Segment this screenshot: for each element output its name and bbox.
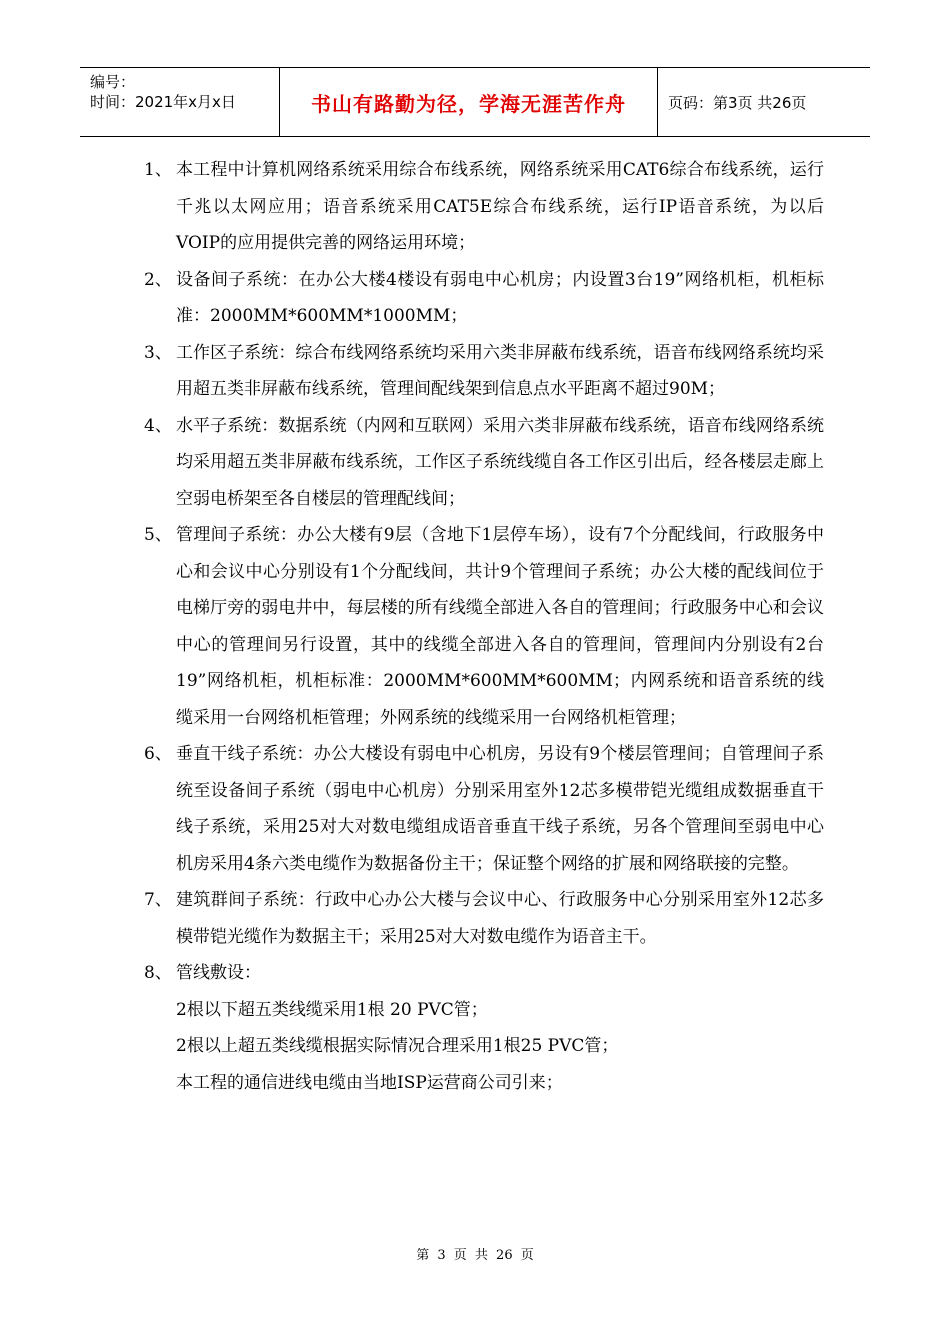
sub-line: 2根以下超五类线缆采用1根 20 PVC管； [176,999,488,1020]
date-line: 时间：2021年x月x日 [90,93,236,111]
document-body [144,152,824,1101]
list-item [144,882,824,955]
list-item [144,517,824,736]
item-number: 2、 [144,269,172,290]
item-text: 工作区子系统：综合布线网络系统均采用六类非屏蔽布线系统，语音布线网络系统均采用超五类非屏蔽布线系统，管理间配线架到信息点水平距离不超过90M； [176,342,824,399]
list-item [144,408,824,518]
item-number: 6、 [144,744,172,764]
code-label: 编号： [90,73,136,91]
list-item [144,335,824,408]
list-item [144,262,824,335]
item-number: 7、 [144,890,172,910]
item-text: 本工程中计算机网络系统采用综合布线系统，网络系统采用CAT6综合布线系统，运行千兆以太网应用；语音系统采用CAT5E综合布线系统，运行IP语音系统，为以后VOIP的应用提供完善的网络运用环境； [176,160,824,253]
header-page-info: 页码：第3页 共26页 [668,93,807,112]
item-text: 垂直干线子系统：办公大楼设有弱电中心机房，另设有9个楼层管理间；自管理间子系统至设备间子系统（弱电中心机房）分别采用室外12芯多模带铠光缆组成数据垂直干线子系统，采用25对大对数电缆组成语音垂直干线子系统，另各个管理间至弱电中心机房采用4条六类电缆作为数据备份主干；保证整个网络的扩展和网络联接的完整。 [176,744,824,874]
page-header [80,67,870,137]
item-number: 1、 [144,160,172,180]
item-text: 管线敷设： [176,963,261,983]
item-number: 8、 [144,963,172,983]
list-item [144,955,824,992]
list-item [144,152,824,262]
item-text: 管理间子系统：办公大楼有9层（含地下1层停车场），设有7个分配线间，行政服务中心和会议中心分别设有1个分配线间，共计9个管理间子系统；办公大楼的配线间位于电梯厅旁的弱电井中，每层楼的所有线缆全部进入各自的管理间；行政服务中心和会议中心的管理间另行设置，其中的线缆全部进入各自的管理间，管理间内分别设有2台19”网络机柜，机柜标准：2000MM*600MM*600MM；内网系统和语音系统的线缆采用一台网络机柜管理；外网系统的线缆采用一台网络机柜管理； [176,525,824,728]
item-number: 3、 [144,342,172,363]
header-meta [80,68,280,136]
item-number: 5、 [144,525,172,545]
item-text: 建筑群间子系统：行政中心办公大楼与会议中心、行政服务中心分别采用室外12芯多模带铠光缆作为数据主干；采用25对大对数电缆作为语音主干。 [176,890,824,947]
page-footer: 第 3 页 共 26 页 [416,1248,534,1263]
item-number: 4、 [144,415,172,436]
list-item [144,736,824,882]
item-text: 水平子系统：数据系统（内网和互联网）采用六类非屏蔽布线系统，语音布线网络系统均采用超五类非屏蔽布线系统，工作区子系统线缆自各工作区引出后，经各楼层走廊上空弱电桥架至各自楼层的管理配线间； [176,415,824,509]
item-text: 设备间子系统：在办公大楼4楼设有弱电中心机房；内设置3台19”网络机柜，机柜标准：2000MM*600MM*1000MM； [176,269,824,326]
sub-line: 2根以上超五类线缆根据实际情况合理采用1根25 PVC管； [176,1036,619,1056]
sub-line: 本工程的通信进线电缆由当地ISP运营商公司引来； [176,1072,563,1093]
header-motto: 书山有路勤为径，学海无涯苦作舟 [280,68,658,136]
